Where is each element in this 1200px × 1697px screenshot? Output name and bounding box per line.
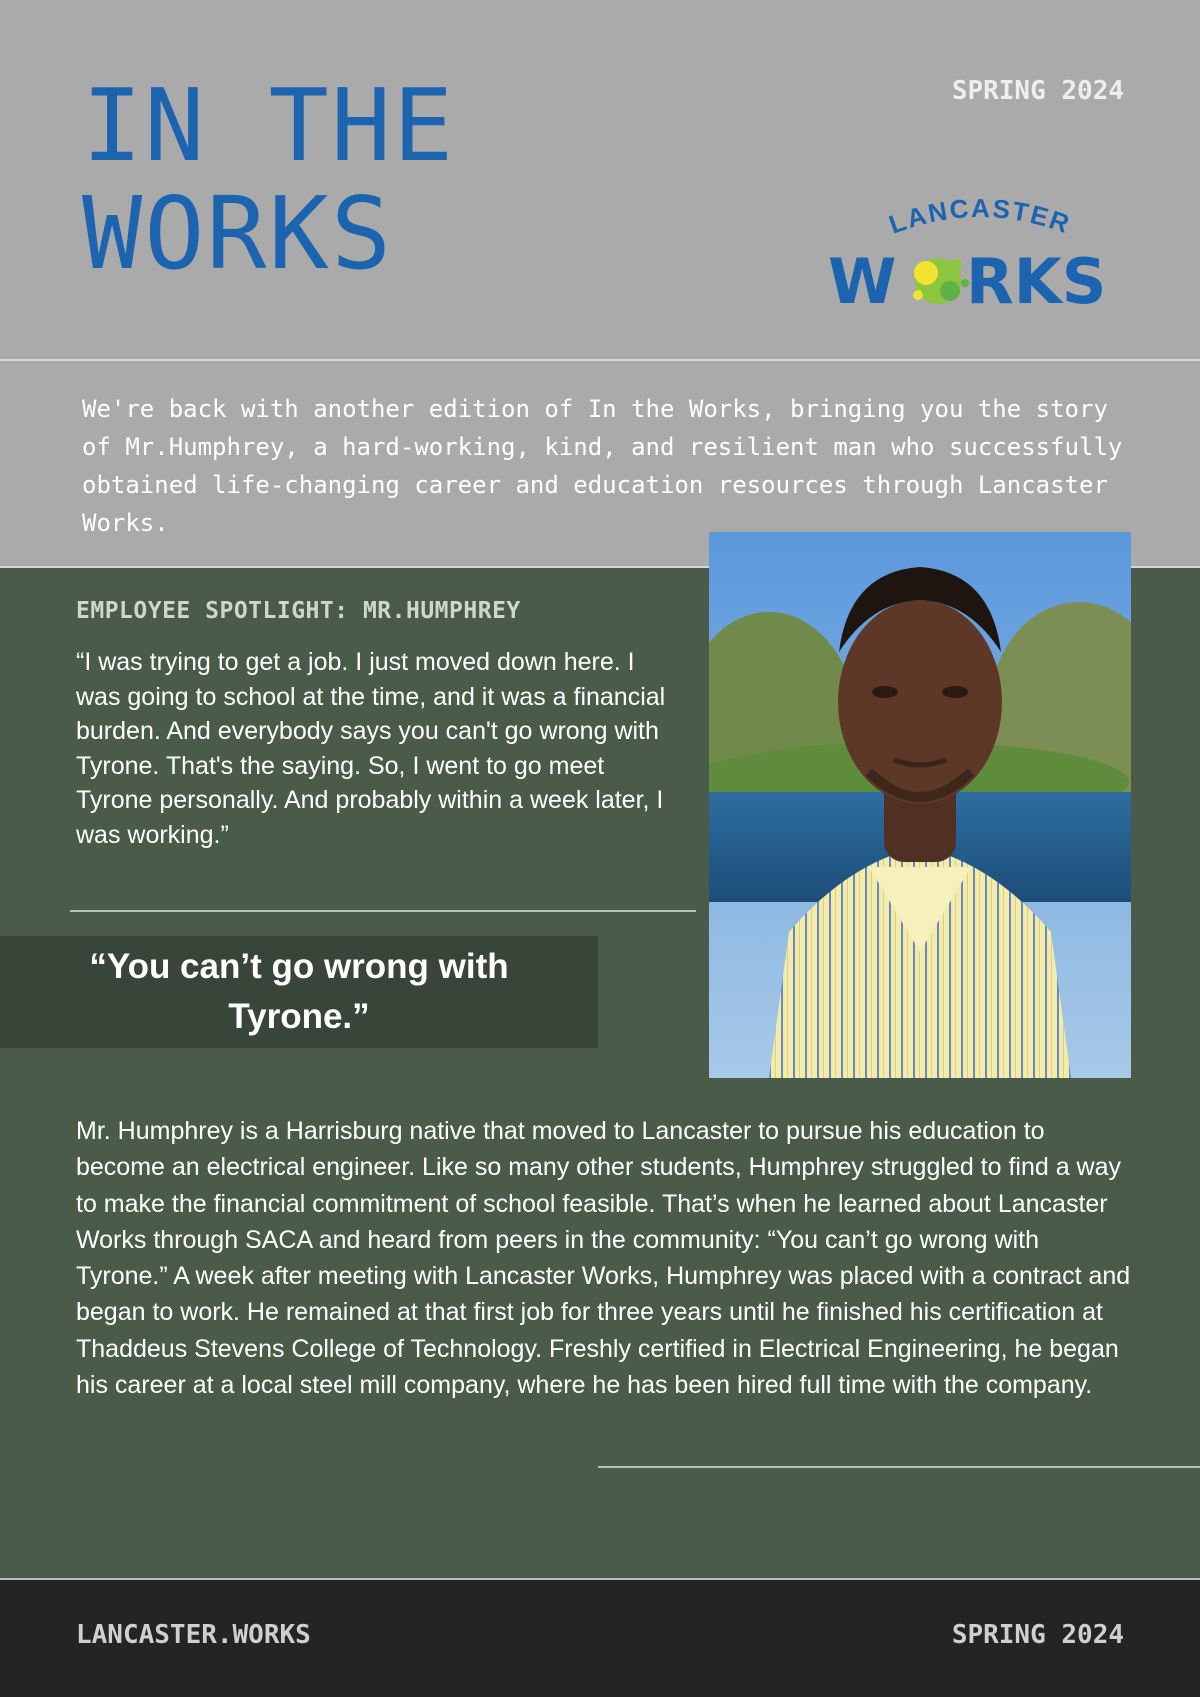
pull-quote-text: “You can’t go wrong with Tyrone.” [89,947,509,1036]
portrait-photo [709,532,1131,1078]
intro-paragraph: We're back with another edition of In the Works, bringing you the story of Mr.Humphrey, a hard-working, kind, and resilient man who successfully obtained life-changing career and education resources through Lancaster Works. [82,395,1123,537]
svg-text:LANCASTER [885,195,1075,240]
footer [0,1580,1200,1697]
interview-quote: “I was trying to get a job. I just moved down here. I was going to school at the time, and it was a financial burden. And everybody says you can't go wrong with Tyrone. That's the saying. So, I went to go meet Tyrone personally. And probably within a week later, I was working.” [76,648,666,849]
season-label: SPRING 2024 [951,76,1124,106]
header [0,0,1200,360]
footer-season: SPRING 2024 [951,1620,1124,1650]
divider [70,910,696,912]
pull-quote-box [0,936,598,1048]
lancaster-works-logo [820,195,1130,315]
splash-o-icon [913,258,969,304]
logo-top-word: LANCASTER [884,195,1075,240]
story-paragraph: Mr. Humphrey is a Harrisburg native that moved to Lancaster to pursue his education to become an electrical engineer. Like so many other students, Humphrey struggled to find a way to make the financial commitment of school feasible. That’s when he learned about Lancaster Works through SACA and heard from peers in the community: “You can’t go wrong with Tyrone.” A week after meeting with Lancaster Works, Humphrey was placed with a contract and began to work. He remained at that first job for three years until he finished his certification at Thaddeus Stevens College of Technology. Freshly certified in Electrical Engineering, he began his career at a local steel mill company, where he has been hired full time with the company. [76,1117,1131,1400]
spotlight-heading: EMPLOYEE SPOTLIGHT: MR.HUMPHREY [76,598,521,624]
logo-w: W [828,245,897,315]
newsletter-title: IN THE WORKS [82,67,456,292]
divider [598,1466,1200,1468]
logo-rks: RKS [966,245,1107,315]
footer-website: LANCASTER.WORKS [76,1620,311,1650]
divider [0,359,1200,361]
